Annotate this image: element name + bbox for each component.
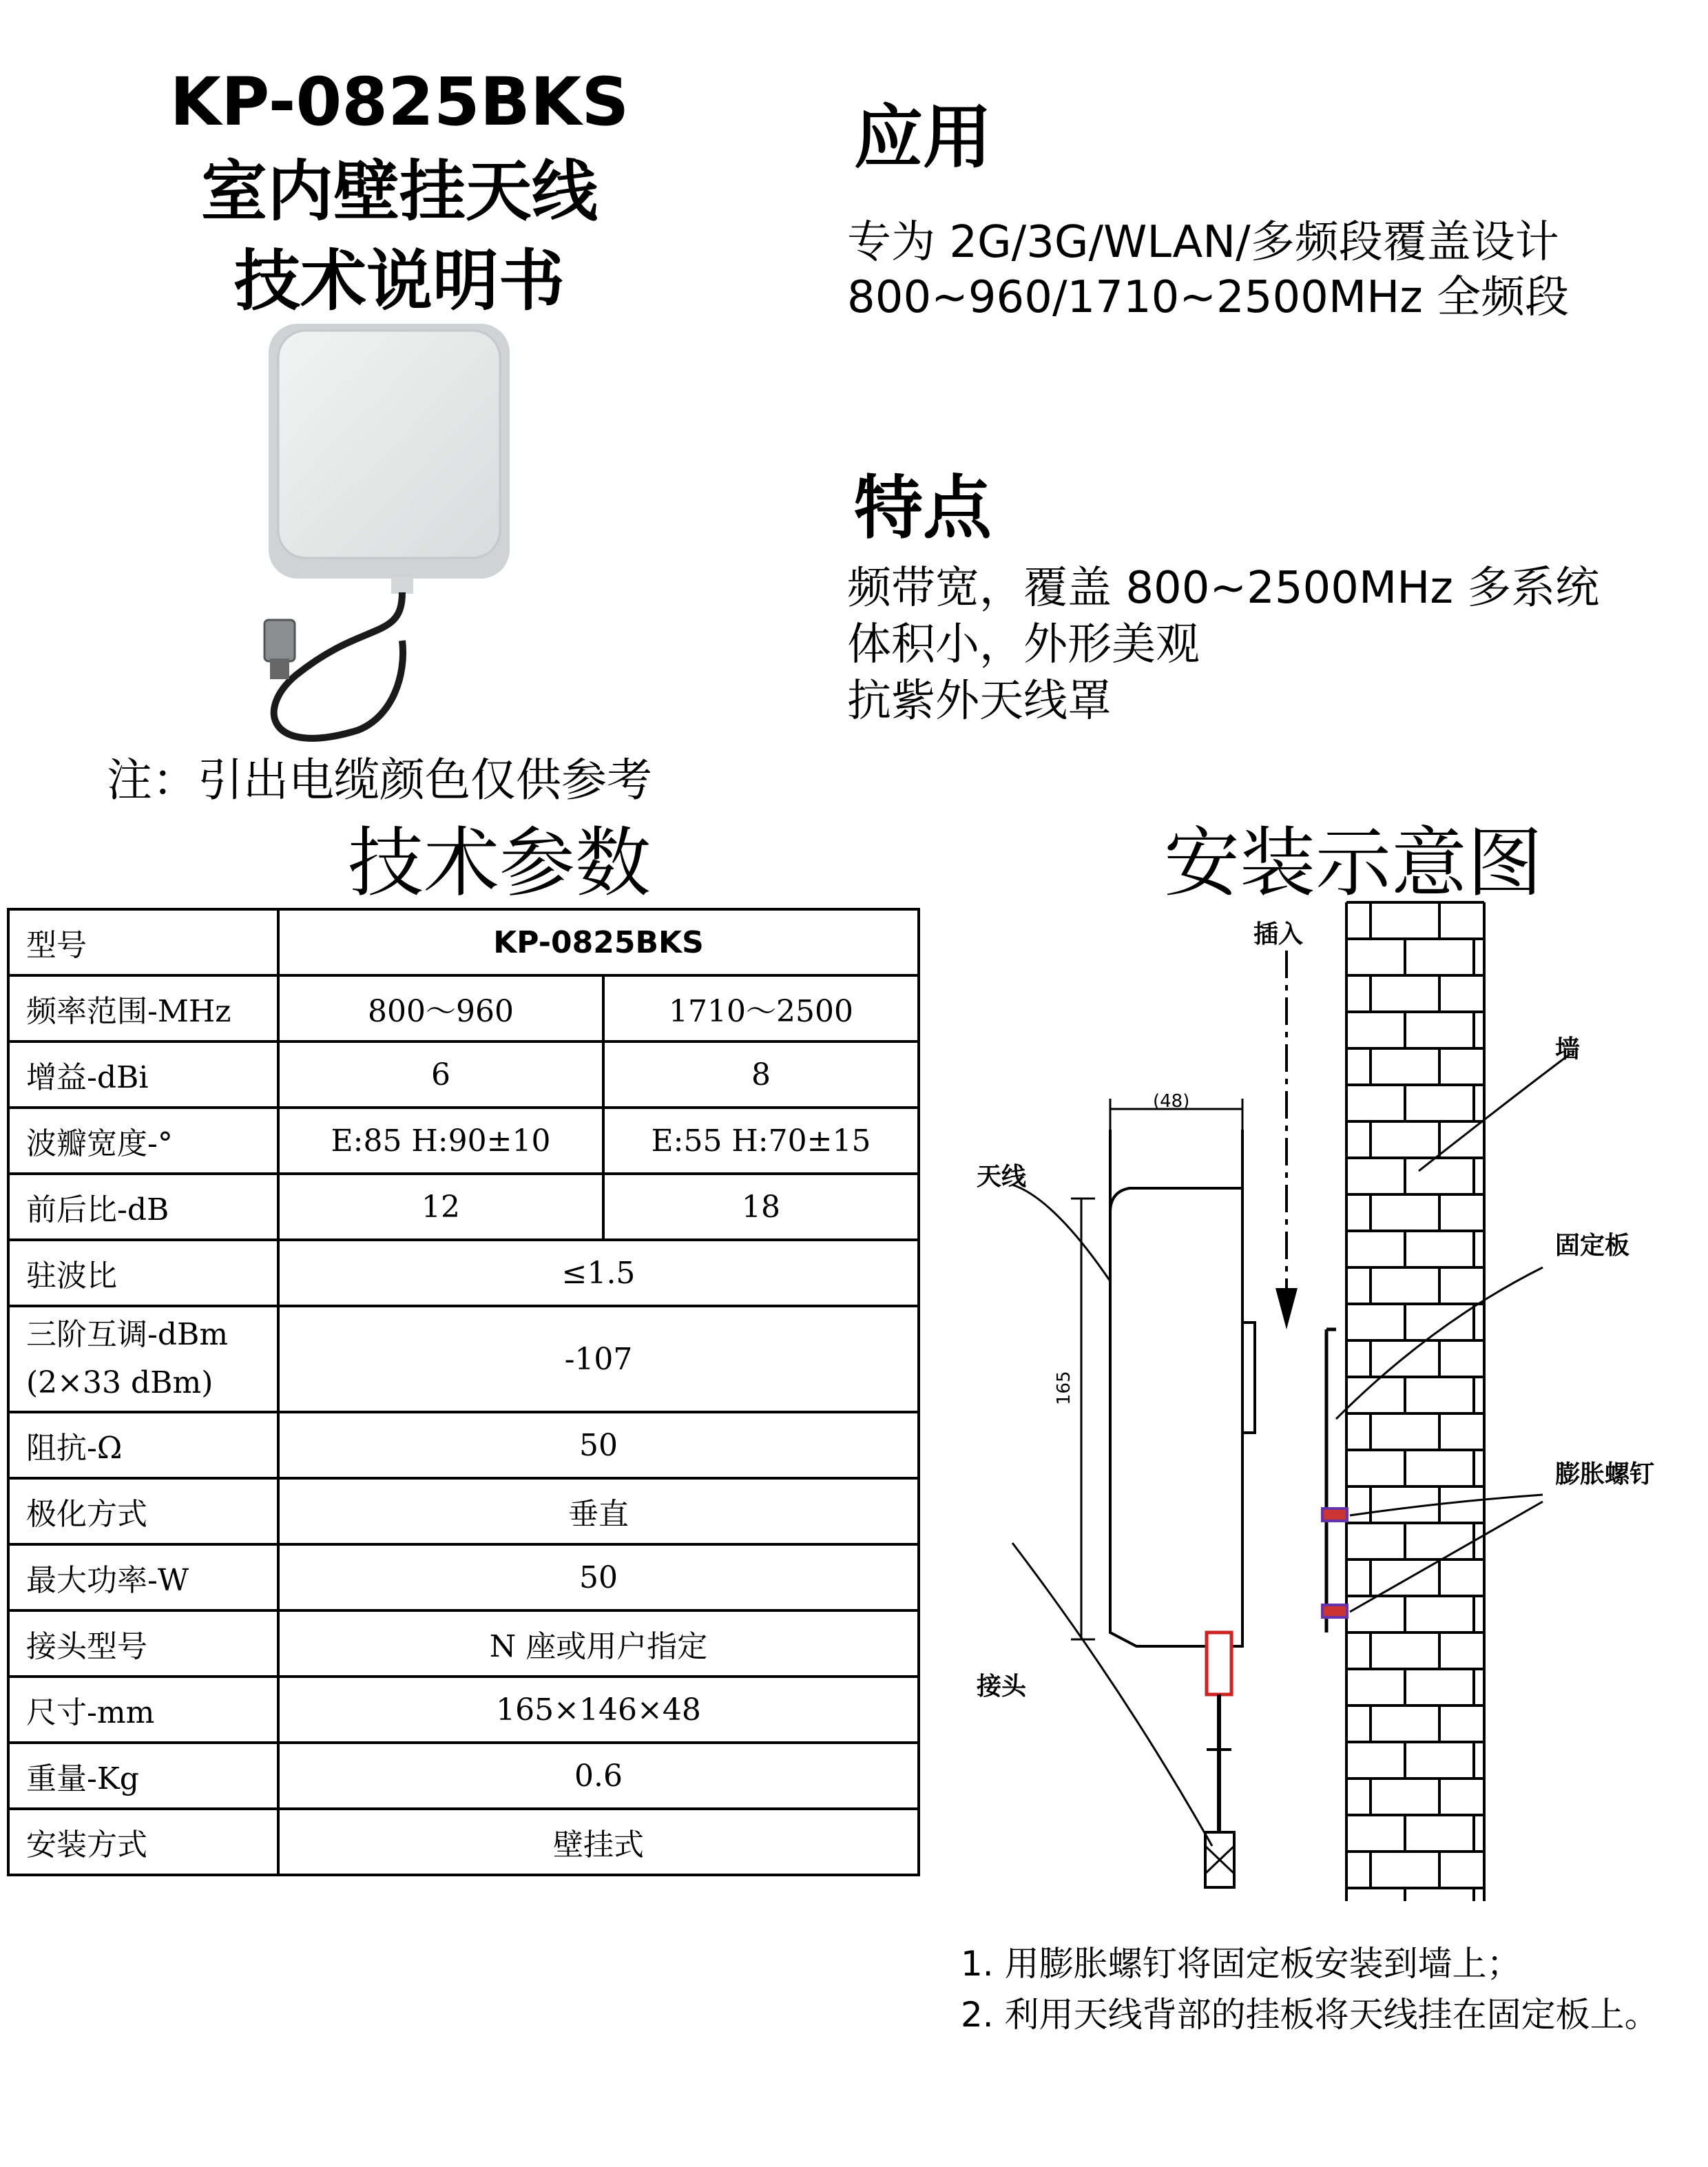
feature-line-1: 频带宽，覆盖 800~2500MHz 多系统 (847, 563, 1600, 614)
table-row (8, 1174, 919, 1240)
spec-label-fb-ratio: 前后比-dB (8, 1174, 278, 1240)
spec-value-mounting: 壁挂式 (278, 1809, 919, 1875)
table-row (8, 1743, 919, 1809)
spec-label-dimensions: 尺寸-mm (8, 1677, 278, 1743)
application-line-1: 专为 2G/3G/WLAN/多频段覆盖设计 (847, 217, 1559, 268)
spec-label-max-power: 最大功率-W (8, 1544, 278, 1610)
feature-line-2: 体积小，外形美观 (847, 619, 1200, 670)
table-row (8, 1108, 919, 1174)
spec-label-pim (8, 1306, 278, 1412)
table-row (8, 1677, 919, 1743)
table-row (8, 1306, 919, 1412)
spec-value-pim: -107 (278, 1306, 919, 1412)
table-row (8, 1240, 919, 1306)
doc-type: 技术说明书 (234, 242, 565, 320)
spec-label-connector: 接头型号 (8, 1610, 278, 1677)
antenna-photo (255, 317, 544, 758)
spec-value-max-power: 50 (278, 1544, 919, 1610)
brick-wall (1346, 902, 1484, 1901)
spec-label-pim-line2: (2×33 dBm) (26, 1365, 214, 1400)
spec-value-polarization: 垂直 (278, 1478, 919, 1544)
model-title: KP-0825BKS (169, 63, 629, 141)
spec-label-weight: 重量-Kg (8, 1743, 278, 1809)
spec-label-frequency: 频率范围-MHz (8, 975, 278, 1041)
dimension-height: 165 (1054, 1371, 1074, 1405)
table-row (8, 1809, 919, 1875)
spec-value-vswr: ≤1.5 (278, 1240, 919, 1306)
spec-value-fb-ratio-low: 12 (278, 1174, 603, 1240)
table-row (8, 1412, 919, 1478)
spec-label-beamwidth: 波瓣宽度-° (8, 1108, 278, 1174)
spec-value-fb-ratio-high: 18 (603, 1174, 919, 1240)
photo-note: 注：引出电缆颜色仅供参考 (107, 754, 652, 807)
label-bracket: 固定板 (1555, 1232, 1630, 1260)
spec-value-gain-low: 6 (278, 1041, 603, 1108)
spec-value-gain-high: 8 (603, 1041, 919, 1108)
spec-value-model: KP-0825BKS (278, 909, 919, 975)
feature-line-3: 抗紫外天线罩 (847, 676, 1112, 727)
spec-value-dimensions: 165×146×48 (278, 1677, 919, 1743)
specs-title: 技术参数 (348, 819, 651, 907)
connector-icon (1207, 1632, 1231, 1694)
features-title: 特点 (854, 468, 992, 548)
spec-value-frequency-low: 800～960 (278, 975, 603, 1041)
label-anchor: 膨胀螺钉 (1555, 1460, 1655, 1489)
application-line-2: 800~960/1710~2500MHz 全频段 (847, 272, 1570, 323)
install-step-1: 1. 用膨胀螺钉将固定板安装到墙上； (961, 1944, 1521, 1984)
spec-label-gain: 增益-dBi (8, 1041, 278, 1108)
spec-label-pim-line1: 三阶互调-dBm (26, 1317, 229, 1352)
installation-diagram (950, 895, 1708, 1929)
spec-value-beamwidth-low: E:85 H:90±10 (278, 1108, 603, 1174)
spec-label-model: 型号 (8, 909, 278, 975)
table-row (8, 909, 919, 975)
spec-value-beamwidth-high: E:55 H:70±15 (603, 1108, 919, 1174)
spec-value-weight: 0.6 (278, 1743, 919, 1809)
label-antenna: 天线 (977, 1163, 1027, 1191)
install-step-2: 2. 利用天线背部的挂板将天线挂在固定板上。 (961, 1995, 1659, 2035)
table-row (8, 1610, 919, 1677)
spec-label-impedance: 阻抗-Ω (8, 1412, 278, 1478)
spec-label-vswr: 驻波比 (8, 1240, 278, 1306)
spec-label-mounting: 安装方式 (8, 1809, 278, 1875)
spec-table (7, 908, 920, 1876)
install-title: 安装示意图 (1164, 819, 1543, 907)
spec-value-impedance: 50 (278, 1412, 919, 1478)
product-name: 室内壁挂天线 (201, 153, 598, 230)
label-connector: 接头 (977, 1672, 1027, 1701)
table-row (8, 1478, 919, 1544)
anchor-bolt-icon (1322, 1605, 1347, 1617)
table-row (8, 1544, 919, 1610)
insert-arrow-icon (1275, 1288, 1298, 1329)
anchor-bolt-icon (1322, 1508, 1347, 1521)
label-wall: 墙 (1555, 1035, 1581, 1064)
spec-value-frequency-high: 1710～2500 (603, 975, 919, 1041)
label-insert: 插入 (1253, 920, 1304, 948)
table-row (8, 975, 919, 1041)
dimension-width: (48) (1153, 1091, 1190, 1112)
application-title: 应用 (854, 97, 992, 178)
spec-value-connector: N 座或用户指定 (278, 1610, 919, 1677)
table-row (8, 1041, 919, 1108)
spec-label-polarization: 极化方式 (8, 1478, 278, 1544)
